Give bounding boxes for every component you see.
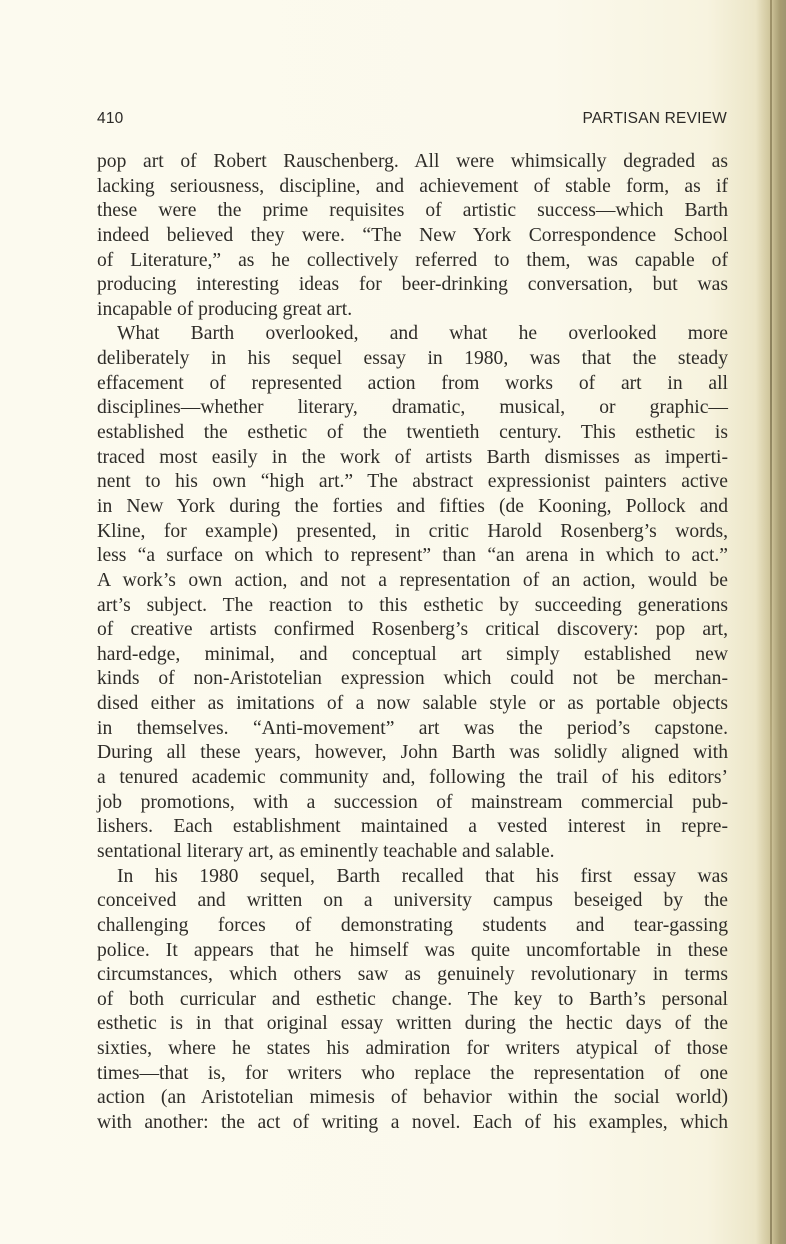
text-line: in New York during the forties and fifties (de Kooning, Pollock and (97, 495, 728, 517)
text-line: deliberately in his sequel essay in 1980, was that the steady (97, 348, 728, 370)
text-line: challenging forces of demonstrating students and tear-gassing (97, 914, 728, 936)
text-line: with another: the act of writing a novel. Each of his examples, which (97, 1111, 728, 1133)
text-line: Kline, for example) presented, in critic Harold Rosenberg’s words, (97, 520, 728, 542)
text-line: in themselves. “Anti-movement” art was the period’s capstone. (97, 717, 728, 739)
text-line: effacement of represented action from works of art in all (97, 372, 728, 394)
text-line: job promotions, with a succession of mainstream commercial pub- (97, 791, 728, 813)
text-line: a tenured academic community and, following the trail of his editors’ (97, 767, 728, 789)
text-line: lishers. Each establishment maintained a vested interest in repre- (97, 816, 728, 838)
text-line: lacking seriousness, discipline, and achievement of stable form, as if (97, 175, 728, 197)
text-line: What Barth overlooked, and what he overlooked more (117, 323, 728, 345)
text-line: disciplines—whether literary, dramatic, musical, or graphic— (97, 397, 728, 419)
text-line: sentational literary art, as eminently teachable and salable. (97, 840, 555, 862)
page-binding-edge (770, 0, 772, 1244)
text-line: established the esthetic of the twentieth century. This esthetic is (97, 422, 728, 444)
text-line: sixties, where he states his admiration for writers atypical of those (97, 1038, 728, 1060)
text-line: of creative artists confirmed Rosenberg’s critical discovery: pop art, (97, 619, 728, 641)
text-line: of Literature,” as he collectively referred to them, was capable of (97, 249, 728, 271)
text-line: times—that is, for writers who replace the representation of one (97, 1062, 728, 1084)
text-line: hard-edge, minimal, and conceptual art simply established new (97, 643, 728, 665)
text-line: traced most easily in the work of artists Barth dismisses as imperti- (97, 446, 728, 468)
text-line: kinds of non-Aristotelian expression which could not be merchan- (97, 668, 728, 690)
text-line: indeed believed they were. “The New York Correspondence School (97, 224, 728, 246)
text-line: police. It appears that he himself was quite uncomfortable in these (97, 939, 728, 961)
text-line: less “a surface on which to represent” than “an arena in which to act.” (97, 545, 728, 567)
text-line: A work’s own action, and not a representation of an action, would be (97, 569, 728, 591)
text-line: action (an Aristotelian mimesis of behavior within the social world) (97, 1087, 728, 1109)
running-head (97, 110, 727, 130)
text-line: incapable of producing great art. (97, 298, 353, 320)
text-line: esthetic is in that original essay written during the hectic days of the (97, 1013, 728, 1035)
text-line: these were the prime requisites of artistic success—which Barth (97, 200, 728, 222)
page-number: 410 (97, 110, 124, 127)
text-line: nent to his own “high art.” The abstract expressionist painters active (97, 471, 728, 493)
text-line: conceived and written on a university campus beseiged by the (97, 890, 728, 912)
text-line: producing interesting ideas for beer-drinking conversation, but was (97, 274, 728, 296)
body-text (97, 150, 728, 1136)
text-line: of both curricular and esthetic change. The key to Barth’s personal (97, 988, 728, 1010)
text-line: pop art of Robert Rauschenberg. All were whimsically degraded as (97, 151, 728, 172)
text-line: art’s subject. The reaction to this esthetic by succeeding generations (97, 594, 728, 616)
text-line: circumstances, which others saw as genuinely revolutionary in terms (97, 964, 728, 986)
text-line: In his 1980 sequel, Barth recalled that his first essay was (117, 865, 728, 887)
text-line: During all these years, however, John Barth was solidly aligned with (97, 742, 728, 764)
journal-title: PARTISAN REVIEW (582, 110, 727, 127)
text-line: dised either as imitations of a now salable style or as portable objects (97, 693, 728, 715)
